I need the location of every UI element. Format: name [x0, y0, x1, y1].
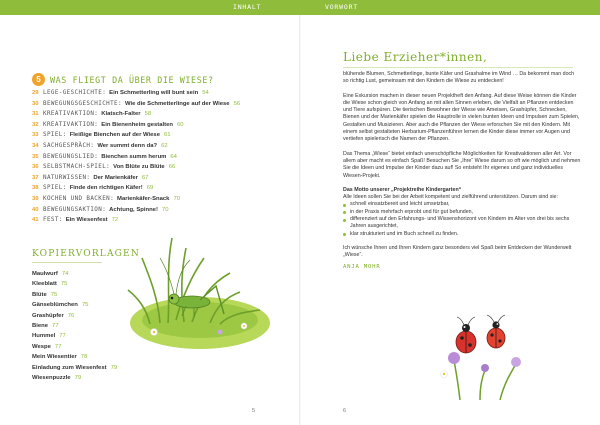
toc-entry	[32, 196, 272, 207]
toc-entry-page: 62	[161, 142, 168, 149]
bullet-item: in der Praxis mehrfach erprobt und für gut befunden,	[343, 209, 581, 216]
toc-entry-page: 61	[163, 132, 171, 139]
header-bar-left	[0, 0, 300, 15]
toc-entry-category: NATURWISSEN:	[43, 174, 91, 181]
kopiervorlage-title: Einladung zum Wiesenfest	[32, 364, 107, 371]
kopiervorlage-entry	[32, 281, 117, 291]
kopiervorlage-entry	[32, 323, 117, 333]
toc-entry-page: 58	[144, 111, 152, 118]
toc-entry-category: SPIEL:	[43, 185, 67, 192]
toc-entry-number: 39	[32, 195, 39, 202]
heading-divider	[32, 262, 102, 263]
toc-entry-page: 60	[176, 121, 184, 128]
toc-entry-title: Bienchen summ herum	[101, 153, 167, 160]
toc-entry-page: 67	[141, 174, 149, 181]
toc-entry-page: 70	[161, 206, 169, 213]
toc-entry-category: KREATIVAKTION:	[43, 121, 99, 128]
kopiervorlage-title: Maulwurf	[32, 271, 58, 277]
closing-text: Ich wünsche Ihnen und Ihren Kindern ganz besonders viel Spaß beim Entdecken der Wunderwelt „Wiese“.	[343, 244, 572, 259]
greeting-heading: Liebe Erzieher*innen,	[343, 50, 488, 64]
kopiervorlage-entry	[32, 344, 117, 354]
table-of-contents	[32, 90, 272, 228]
foreword-text	[343, 71, 581, 278]
bullet-item: klar strukturiert und im Buch schnell zu finden.	[343, 231, 581, 238]
toc-entry	[32, 154, 272, 165]
kopiervorlage-title: Wespe	[32, 343, 51, 350]
toc-entry-title: Marienkäfer-Snack	[117, 195, 170, 202]
purple-flowers	[441, 352, 522, 378]
toc-entry-title: Ein Wiesenfest	[65, 217, 108, 224]
greeting-divider	[343, 67, 573, 68]
toc-entry-number: 41	[32, 217, 39, 224]
kopiervorlage-title: Hummel	[32, 333, 56, 340]
kopiervorlage-title: Gänseblümchen	[32, 302, 78, 309]
kopiervorlagen-heading: KOPIERVORLAGEN	[32, 249, 140, 259]
kopiervorlage-entry	[32, 302, 117, 312]
kopiervorlage-title: Kleeblatt	[32, 281, 57, 288]
header-bar-right	[300, 0, 600, 15]
section-heading	[32, 73, 214, 86]
toc-entry-category: FEST:	[43, 217, 63, 224]
kopiervorlage-title: Grashüpfer	[32, 312, 64, 319]
toc-entry-page: 70	[173, 195, 180, 202]
toc-entry-number: 31	[32, 111, 39, 118]
toc-entry-number: 37	[32, 174, 39, 181]
kopiervorlagen-list	[32, 271, 117, 385]
toc-entry-category: LEGE-GESCHICHTE:	[43, 90, 107, 96]
toc-entry	[32, 164, 272, 175]
toc-entry-page: 72	[111, 217, 119, 224]
toc-entry-category: KOCHEN UND BACKEN:	[43, 195, 115, 202]
toc-entry-number: 32	[32, 121, 39, 128]
toc-entry-number: 33	[32, 132, 39, 139]
toc-entry-number: 34	[32, 142, 39, 149]
toc-entry-category: SELBSTMACH-SPIEL:	[43, 164, 111, 171]
paragraph-thema: Das Thema „Wiese“ bietet einfach unerschöpfliche Möglichkeiten für Kreativaktionen aller Art. Vor allem aber macht es einfach Spaß! Besuchen Sie „Ihre“ Wiese darum so oft wie möglich und nehmen Sie die Ideen und Impulse der Kinder dazu auf! So entsteht Ihr eigenes und ganz individuelles Wiesen-Projekt.	[343, 150, 581, 179]
toc-entry-title: Von Blüte zu Blüte	[113, 164, 165, 171]
toc-entry	[32, 111, 272, 122]
kopiervorlage-page: 77	[54, 343, 62, 350]
toc-entry-title: Fleißige Bienchen auf der Wiese	[69, 132, 160, 139]
toc-entry-page: 56	[233, 100, 241, 107]
toc-entry	[32, 175, 272, 186]
kopiervorlage-entry	[32, 375, 117, 385]
toc-entry	[32, 217, 272, 228]
book-gutter	[299, 15, 301, 425]
author-signature: ANJA MOHR	[343, 263, 381, 270]
toc-entry	[32, 207, 272, 218]
toc-entry-number: 40	[32, 206, 39, 213]
kopiervorlage-page: 77	[59, 333, 66, 340]
toc-entry-page: 54	[202, 90, 209, 96]
toc-entry-title: Ein Schmetterling will bunt sein	[109, 90, 199, 96]
toc-entry-number: 36	[32, 164, 39, 171]
kopiervorlage-page: 75	[50, 291, 58, 298]
toc-entry-category: BEWEGUNGSGESCHICHTE:	[43, 100, 122, 107]
toc-entry-title: Finde den richtigen Käfer!	[69, 185, 143, 192]
kopiervorlage-entry	[32, 313, 117, 323]
kopiervorlage-title: Mein Wiesentier	[32, 354, 77, 361]
kopiervorlage-page: 74	[61, 271, 69, 277]
kopiervorlage-entry	[32, 365, 117, 375]
grasshopper-illustration	[120, 228, 270, 358]
toc-entry-title: Wer summt denn da?	[97, 142, 158, 149]
toc-entry-title: Der Marienkäfer	[93, 174, 138, 181]
toc-entry-page: 64	[170, 153, 177, 160]
toc-entry	[32, 101, 272, 112]
toc-entry-title: Klatsch-Falter	[101, 111, 141, 118]
kopiervorlage-entry	[32, 333, 117, 343]
kopiervorlage-title: Biene	[32, 322, 49, 329]
toc-entry-title: Achtung, Spinne!	[109, 206, 158, 213]
motto-bullet-list	[343, 201, 581, 237]
kopiervorlage-title: Blüte	[32, 291, 47, 298]
ladybug-right	[487, 315, 505, 348]
kopiervorlage-page: 76	[67, 312, 75, 319]
toc-entry	[32, 90, 272, 101]
toc-entry-title: Ein Bienenheim gestalten	[101, 121, 173, 128]
kopiervorlage-page: 79	[110, 364, 118, 371]
kopiervorlage-entry	[32, 271, 117, 281]
kopiervorlage-page: 77	[52, 322, 59, 329]
paragraph-intro: blühende Blumen, Schmetterlinge, bunte Käfer und Grashalme im Wind … Da bekommt man doch so richtig Lust, gemeinsam mit den Kindern die Wiese zu entdecken!	[343, 71, 575, 85]
kopiervorlage-page: 78	[80, 354, 88, 361]
kopiervorlage-page: 75	[81, 302, 89, 309]
motto-text: Alle Ideen sollen Sie bei der Arbeit kompetent und zielführend unterstützen. Darum sind sie:	[343, 194, 558, 201]
toc-entry-title: Wie die Schmetterlinge auf der Wiese	[124, 100, 230, 107]
kopiervorlage-entry	[32, 292, 117, 302]
paragraph-exkursion: Eine Exkursion machen in dieser neuen Projektheft den Anfang. Auf diese Weise können die Kinder die Wiese schon gleich von Anfang an mit allen Sinnen erleben, die Vielfalt an Pflanzen entdecken und Tiere aufspüren. Die tierischen Bewohner der Wiese wie Ameisen, Grashüpfer, Schnecken, Bienen und der Marienkäfer spielen die Hauptrolle in vielen bunten Ideen und Impulsen zum Spielen, Gestalten und Musizieren. Aber auch die Pflanzen der Wiese erforschen Sie mit den Kindern. Mit einem selbst gestalteten Herbarium-Pflanzenführer lernen die Kinder diese immer vor Augen und vertiefen spielerisch die Namen der Pflanzen.	[343, 92, 580, 143]
toc-entry-number: 38	[32, 185, 39, 192]
toc-entry-page: 66	[168, 164, 176, 171]
tab-inhalt: INHALT	[233, 3, 262, 11]
toc-entry-category: BEWEGUNGSLIED:	[43, 153, 99, 160]
ladybug-left	[456, 317, 476, 353]
toc-entry	[32, 122, 272, 133]
toc-entry-category: KREATIVAKTION:	[43, 111, 99, 118]
toc-entry-number: 30	[32, 100, 39, 107]
toc-entry-page: 69	[146, 185, 154, 192]
page-number-right: 6	[343, 408, 347, 414]
toc-entry-category: BEWEGUNGSAKTION:	[43, 206, 107, 213]
kopiervorlage-page: 79	[74, 374, 82, 381]
motto-heading: Das Motto unserer „Projektreihe Kindergarten“	[343, 186, 462, 193]
kopiervorlage-entry	[32, 354, 117, 364]
kopiervorlage-title: Wiesenpuzzle	[32, 374, 71, 381]
toc-entry	[32, 185, 272, 196]
kopiervorlage-page: 75	[60, 281, 68, 288]
tab-vorwort: VORWORT	[325, 3, 358, 11]
toc-entry-number: 35	[32, 153, 39, 160]
bullet-item: schnell einsatzbereit und leicht umsetzbar,	[343, 201, 581, 208]
bullet-item: differenziert auf den Erfahrungs- und Wissenshorizont von Kindern im Alter von drei bis sechs Jahren ausgerichtet,	[343, 216, 581, 231]
section-title: WAS FLIEGT DA ÜBER DIE WIESE?	[50, 74, 214, 85]
toc-entry-category: SPIEL:	[43, 132, 67, 139]
ladybugs-illustration	[430, 312, 540, 402]
toc-entry-number: 29	[32, 90, 39, 96]
toc-entry-category: SACHGESPRÄCH:	[43, 142, 95, 149]
section-number-badge: 5	[32, 73, 45, 86]
toc-entry	[32, 143, 272, 154]
toc-entry	[32, 132, 272, 143]
page-number-left: 5	[252, 408, 256, 414]
